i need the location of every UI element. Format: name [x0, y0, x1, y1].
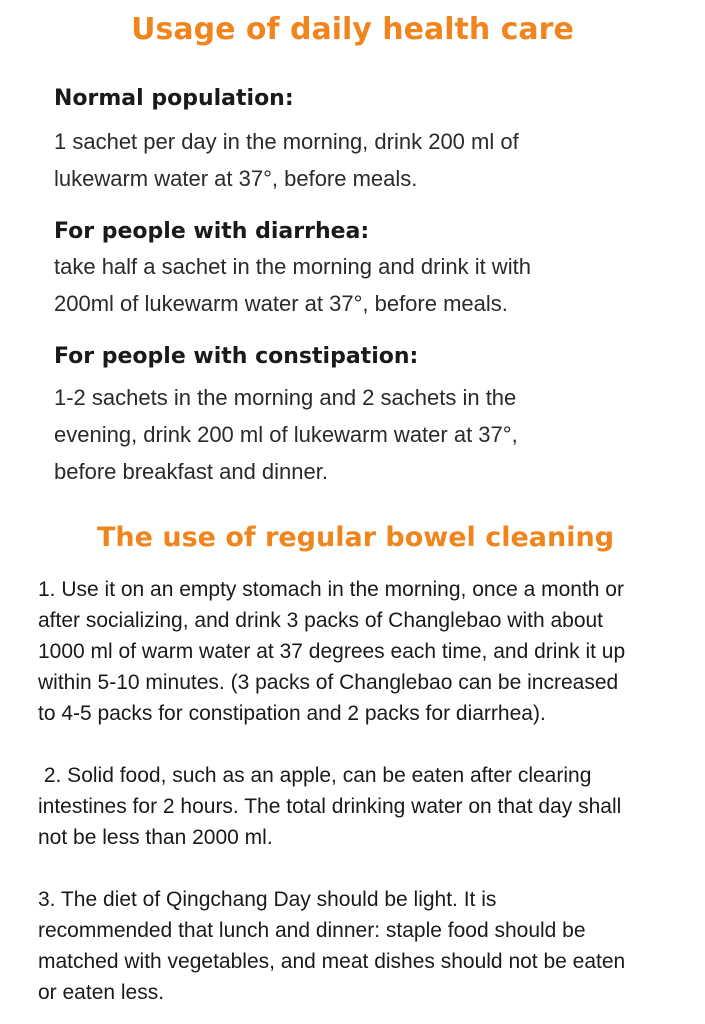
- constipation-block: [54, 344, 674, 490]
- cleaning-paragraph-3: [38, 884, 688, 1008]
- constipation-heading: For people with constipation:: [54, 344, 419, 369]
- text-line: recommended that lunch and dinner: staple food should be: [38, 919, 586, 942]
- cleaning-paragraph-2: [38, 760, 688, 853]
- bowel-cleaning-section: [38, 574, 688, 1008]
- normal-population-block: [54, 86, 674, 197]
- text-line: evening, drink 200 ml of lukewarm water at 37°,: [54, 422, 518, 447]
- text-line: or eaten less.: [38, 981, 165, 1004]
- bowel-cleaning-title: The use of regular bowel cleaning: [97, 522, 615, 553]
- text-line: 1-2 sachets in the morning and 2 sachets in the: [54, 385, 517, 410]
- normal-population-heading: Normal population:: [54, 86, 294, 111]
- constipation-text: [54, 379, 674, 490]
- text-line: 1000 ml of warm water at 37 degrees each time, and drink it up: [38, 640, 626, 663]
- text-line: lukewarm water at 37°, before meals.: [54, 166, 418, 191]
- text-line: intestines for 2 hours. The total drinking water on that day shall: [38, 795, 622, 818]
- page-title: Usage of daily health care: [131, 12, 574, 47]
- text-line: 1. Use it on an empty stomach in the morning, once a month or: [38, 578, 624, 601]
- text-line: to 4-5 packs for constipation and 2 packs for diarrhea).: [38, 702, 546, 725]
- diarrhea-text: [54, 248, 674, 322]
- daily-usage-section: [54, 78, 674, 490]
- text-line: 2. Solid food, such as an apple, can be eaten after clearing: [38, 764, 592, 787]
- diarrhea-heading: For people with diarrhea:: [54, 219, 370, 244]
- cleaning-paragraph-1: [38, 574, 688, 729]
- diarrhea-block: [54, 219, 674, 322]
- text-line: matched with vegetables, and meat dishes should not be eaten: [38, 950, 626, 973]
- text-line: 3. The diet of Qingchang Day should be light. It is: [38, 888, 497, 911]
- text-line: 200ml of lukewarm water at 37°, before meals.: [54, 291, 508, 316]
- text-line: after socializing, and drink 3 packs of Changlebao with about: [38, 609, 604, 632]
- text-line: take half a sachet in the morning and drink it with: [54, 254, 531, 279]
- text-line: not be less than 2000 ml.: [38, 826, 273, 849]
- normal-population-text: [54, 123, 674, 197]
- text-line: before breakfast and dinner.: [54, 459, 328, 484]
- text-line: within 5-10 minutes. (3 packs of Changlebao can be increased: [38, 671, 619, 694]
- text-line: 1 sachet per day in the morning, drink 200 ml of: [54, 129, 519, 154]
